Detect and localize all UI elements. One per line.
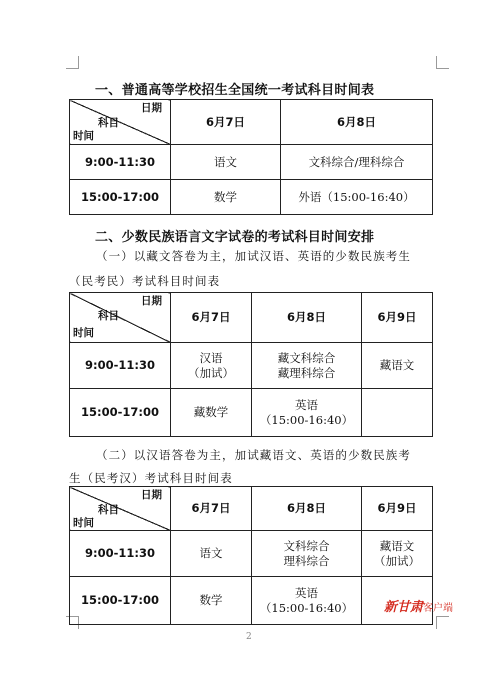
header-col-date: 6月8日 (252, 487, 362, 531)
table-minkaohan-exam (69, 486, 433, 625)
section1-heading: 一、普通高等学校招生全国统一考试科目时间表 (95, 83, 375, 98)
section3-intro-line1: （二）以汉语答卷为主，加试藏语文、英语的少数民族考 (96, 448, 411, 462)
header-date-label: 日期 (141, 489, 162, 501)
time-cell: 9:00-11:30 (70, 531, 171, 577)
cell-line: 汉语 (199, 350, 223, 365)
table-header-row (70, 293, 433, 343)
xingansu-watermark-logo (384, 596, 453, 615)
crop-mark-top-left (66, 56, 79, 69)
subject-cell (252, 577, 362, 625)
subject-cell (362, 389, 433, 437)
cell-line: 语文 (199, 546, 223, 560)
table-row (70, 343, 433, 389)
subject-cell: 数学 (171, 180, 281, 215)
cell-line: 藏文科综合 (277, 350, 336, 365)
cell-line: 藏语文 (379, 358, 415, 372)
cell-line: 藏语文 (379, 538, 415, 553)
table-row (70, 531, 433, 577)
section2-intro-line2: （民考民）考试科目时间表 (69, 274, 221, 288)
header-col-date: 6月7日 (171, 293, 252, 343)
time-cell: 15:00-17:00 (70, 389, 171, 437)
time-cell: 9:00-11:30 (70, 145, 171, 180)
diagonal-header-cell (70, 293, 171, 343)
subject-cell (171, 343, 252, 389)
header-date-label: 日期 (141, 295, 162, 307)
subject-cell (362, 343, 433, 389)
subject-cell (171, 389, 252, 437)
header-time-label: 时间 (73, 130, 94, 142)
cell-line: （加试） (188, 365, 234, 380)
header-date-label: 日期 (141, 102, 162, 114)
cell-line: （15:00-16:40） (259, 412, 354, 427)
cell-line: 英语 (295, 397, 318, 412)
subject-cell (171, 577, 252, 625)
watermark-logo-text: 新甘肃 (384, 600, 424, 615)
table-header-row (70, 100, 433, 145)
page-number: 2 (246, 632, 252, 642)
cell-line: 英语 (295, 585, 318, 600)
subject-cell: 文科综合/理科综合 (281, 145, 433, 180)
header-subject-label: 科目 (98, 504, 119, 516)
subject-cell (362, 531, 433, 577)
header-col-date: 6月9日 (362, 487, 433, 531)
crop-mark-top-right (436, 56, 449, 69)
header-col-date: 6月7日 (171, 487, 252, 531)
diagonal-header-cell (70, 487, 171, 531)
table-row (70, 180, 433, 215)
table-general-exam (69, 99, 433, 215)
table-header-row (70, 487, 433, 531)
diagonal-header-cell (70, 100, 171, 145)
table-minkaomin-exam (69, 292, 433, 437)
cell-line: （15:00-16:40） (259, 600, 354, 615)
time-cell: 15:00-17:00 (70, 180, 171, 215)
header-col-date: 6月9日 (362, 293, 433, 343)
cell-line: 文科综合 (283, 538, 330, 553)
table-row (70, 577, 433, 625)
subject-cell (252, 531, 362, 577)
header-subject-label: 科目 (98, 310, 119, 322)
subject-cell: 语文 (171, 145, 281, 180)
cell-line: 藏理科综合 (277, 365, 336, 380)
table-row (70, 145, 433, 180)
subject-cell (252, 389, 362, 437)
section2-intro-line1: （一）以藏文答卷为主，加试汉语、英语的少数民族考生 (96, 249, 411, 263)
subject-cell (252, 343, 362, 389)
table-row (70, 389, 433, 437)
header-time-label: 时间 (73, 327, 94, 339)
time-cell: 9:00-11:30 (70, 343, 171, 389)
header-time-label: 时间 (73, 517, 94, 529)
section2-heading: 二、少数民族语言文字试卷的考试科目时间安排 (95, 230, 375, 245)
crop-mark-bottom-right (436, 616, 449, 629)
subject-cell (171, 531, 252, 577)
header-col-date: 6月8日 (252, 293, 362, 343)
header-col-date: 6月8日 (281, 100, 433, 145)
subject-cell: 外语（15:00-16:40） (281, 180, 433, 215)
cell-line: 藏数学 (193, 405, 229, 419)
time-cell: 15:00-17:00 (70, 577, 171, 625)
cell-line: 数学 (199, 593, 223, 607)
watermark-suffix: 客户端 (423, 603, 454, 614)
cell-line: （加试） (374, 553, 420, 568)
header-subject-label: 科目 (98, 117, 119, 129)
header-col-date: 6月7日 (171, 100, 281, 145)
section3-intro-line2: 生（民考汉）考试科目时间表 (69, 471, 233, 485)
cell-line: 理科综合 (283, 553, 330, 568)
